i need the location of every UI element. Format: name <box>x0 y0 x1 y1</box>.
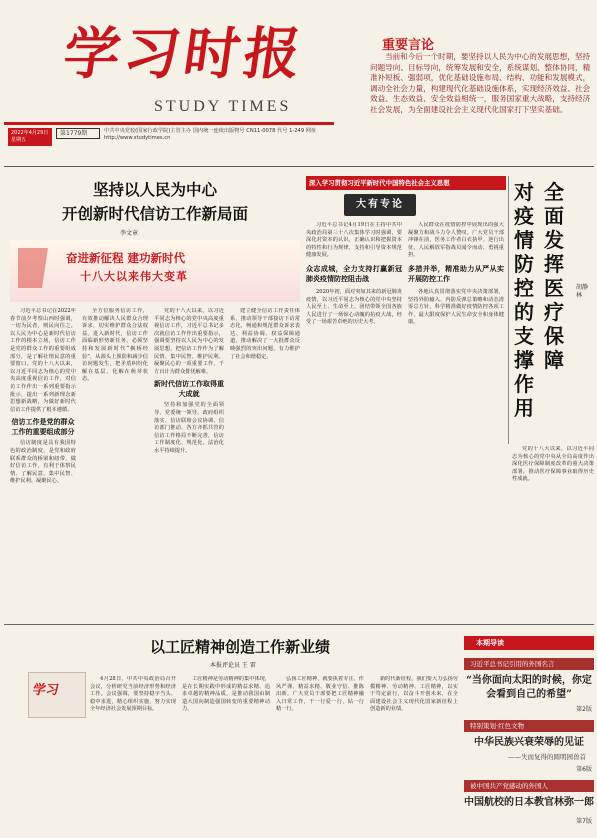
lead-column-3 <box>154 308 224 608</box>
index-category: 习近平总书记引用的外国名言 <box>464 658 594 670</box>
middle-pullquote-2: 多措并举，精准助力从严从实开展防控工作 <box>408 263 504 284</box>
important-quote-text: 当前和今后一个时期，要坚持以人民为中心的发展思想，坚持问题导向、目标导向，统筹发展和安全，系统谋划、整体协同，精准补短板、强弱项，优化基础设施布局、结构、功能和发展模式，调动全社会力量，构建现代化基础设施体系，实现经济效益、社会效益、生态效益、安全效益相统一，服务国家重大战略，支持经济社会发展，为全面建设社会主义现代化国家打下坚实基础。 <box>370 52 591 114</box>
right-article-author: 胡静林 <box>576 284 589 299</box>
index-item-page: 第6版 <box>576 766 592 773</box>
bottom-paragraph: 工匠精神是劳动精神的集中体现，是在长期实践中形成的精益求精、追求卓越的精神品质，是推动我国由制造大国向制造强国转变的重要精神动力。 <box>182 676 270 713</box>
middle-paragraph: 习近平总书记4月19日在主持中共中央政治局第三十八次集体学习时强调，要深化对资本的认识，正确认识和把握资本的特性和行为规律，支持和引导资本规范健康发展。 <box>306 222 402 259</box>
middle-column-2 <box>408 222 504 608</box>
lead-title-line2: 开创新时代信访工作新局面 <box>61 205 248 223</box>
publication-info <box>8 128 348 158</box>
lead-column-2 <box>82 308 148 608</box>
issue-index <box>464 636 594 836</box>
masthead-divider <box>4 166 594 167</box>
middle-paragraph: 2020年初，面对突如其来的新冠肺炎疫情，以习近平同志为核心的党中央坚持人民至上、生命至上，团结带领全国各族人民进行了一场惊心动魄的抗疫大战，经受了一场艰苦卓绝的历史大考。 <box>306 288 402 326</box>
right-title-col1: 对疫情防控的支撑作用 <box>514 180 534 420</box>
bottom-column-2 <box>182 676 270 832</box>
lead-article-author: 李文章 <box>120 230 139 237</box>
middle-paragraph: 人民群众在疫情防控中展现出的强大凝聚力和战斗力令人赞叹。广大党员干部冲锋在前，医务工作者白衣执甲、逆行出征，人民解放军指战员闻令而动、勇挑重担。 <box>408 222 504 259</box>
middle-pullquote-1: 众志成城，全力支持打赢新冠肺炎疫情防控阻击战 <box>306 263 402 284</box>
lead-paragraph: 习近平总书记在2022年春节前夕考察山西时强调，一切为民者，则民向往之。以人民为中心是新时代信访工作的根本立场，信访工作是党的群众工作的重要组成部分，是了解社情民意的重要窗口。党的十八大以来，以习近平同志为核心的党中央高度重视信访工作，对信访工作作出一系列重要指示批示，提出一系列新理念新思想新战略，为做好新时代信访工作提供了根本遵循。 <box>10 308 76 413</box>
bottom-article-author: 本报评论员 王 雷 <box>210 662 256 669</box>
issue-date: 2022年4月29日 星期五 <box>8 128 52 146</box>
index-item-title[interactable]: 中华民族兴衰荣辱的见证 <box>474 737 584 748</box>
bottom-section-divider <box>4 624 594 625</box>
bottom-article-title[interactable]: 以工匠精神创造工作新业绩 <box>149 638 330 656</box>
index-header: 本期导读 <box>464 636 594 650</box>
index-item-subtitle: ——失而复得的圆明园兽首 <box>508 753 586 761</box>
lead-subhead-2: 新时代信访工作取得重大成就 <box>154 380 224 399</box>
masthead <box>4 4 594 164</box>
publisher-meta: 中共中央党校(国家行政学院)主管主办 国内统一连续出版物号 CN11-0078 代号 1-249 网址 http://www.studytimes.cn <box>104 128 317 141</box>
lead-paragraph: 坚持和加强党的全面领导，党委统一领导、政府组织落实、信访联席会议协调、信访部门推动、各方齐抓共管的信访工作格局不断完善，信访工作制度化、规范化、法治化水平持续提升。 <box>154 402 224 454</box>
lead-paragraph: 党的十八大以来，以习近平同志为核心的党中央高度重视信访工作，习近平总书记多次就信访工作作出重要指示，强调要坚持以人民为中心的发展思想，把信访工作作为了解民情、集中民智、维护民利、凝聚民心的一项重要工作，千方百计为群众排忧解难。 <box>154 308 224 375</box>
bottom-paragraph: 弘扬工匠精神，就要执着专注、作风严谨、精益求精、敬业守信、推陈出新。广大党员干部要把工匠精神融入日常工作，干一行爱一行、钻一行精一行。 <box>276 676 364 713</box>
column-tag: 大有专论 <box>344 194 416 216</box>
anniversary-banner[interactable] <box>10 240 300 302</box>
banner-line1: 奋进新征程 建功新时代 <box>66 251 186 265</box>
middle-column-1 <box>306 222 402 608</box>
masthead-logo-english: STUDY TIMES <box>154 98 292 115</box>
issue-number: 第1779期 <box>56 128 100 139</box>
index-category: 特别策划·红色文物 <box>464 720 594 732</box>
bottom-column-3 <box>276 676 364 832</box>
lead-subhead-1: 信访工作是党的群众工作的重要组成部分 <box>11 418 75 437</box>
middle-paragraph: 各地认真贯彻落实党中央决策部署，坚持外防输入、内防反弹总策略和动态清零总方针，科学精准做好疫情防控各项工作，最大限度保护人民生命安全和身体健康。 <box>408 288 504 326</box>
index-item-title[interactable]: 中国航校的日本教官林弥一郎 <box>464 797 594 808</box>
lead-paragraph: 建立健全信访工作责任体系，推动领导干部接访下访常态化，畅通和规范群众诉求表达、利益协调、权益保障通道，推动解决了一大批群众反映强烈的突出问题，有力维护了社会和谐稳定。 <box>230 308 300 360</box>
editorial-stamp <box>28 672 86 718</box>
important-quote-box <box>350 26 590 158</box>
lead-paragraph: 信访制度是具有我国特色的政治制度，是党和政府联系群众的桥梁和纽带。做好信访工作，有利于体察民情、了解民意、集中民智、维护民利、凝聚民心。 <box>10 440 76 485</box>
banner-line2: 十八大以来伟大变革 <box>80 270 188 283</box>
index-item-page: 第7版 <box>576 818 592 825</box>
right-column-divider <box>508 176 509 444</box>
right-title-col2: 全面发挥医疗保障 <box>544 180 564 372</box>
lead-paragraph: 全方位服务信访工作，有效推动解决人民群众合理诉求，切实维护群众合法权益。进入新时代，信访工作面临新形势新任务，必须坚持和发展新时代“枫桥经验”，从源头上预防和减少信访问题发生，把矛盾纠纷化解在基层、化解在萌芽状态。 <box>82 308 148 383</box>
index-item-title[interactable]: “当你面向太阳的时候，你定会看到自己的希望” <box>466 675 592 700</box>
lead-column-1 <box>10 308 76 608</box>
right-article-title[interactable] <box>510 180 594 420</box>
lead-article-title[interactable] <box>10 178 300 226</box>
lead-column-4 <box>230 308 300 608</box>
lead-title-line1: 坚持以人民为中心 <box>92 181 217 199</box>
bottom-paragraph: 新时代新征程，我们要大力弘扬劳模精神、劳动精神、工匠精神，以实干笃定前行，以奋斗开创未来，在全面建设社会主义现代化国家新征程上创造新的业绩。 <box>370 676 458 713</box>
right-article-body <box>512 446 594 606</box>
stamp-label: 学习 <box>31 683 60 698</box>
important-quote-title: 重要言论 <box>382 38 435 53</box>
series-kicker: 深入学习贯彻习近平新时代中国特色社会主义思想 <box>306 176 506 190</box>
bottom-column-1 <box>90 676 176 832</box>
masthead-logo[interactable]: 学习时报 <box>59 21 309 87</box>
flag-icon <box>18 248 48 288</box>
index-category: 被中国共产党感动的外国人 <box>464 780 594 792</box>
right-paragraph: 党的十八大以来，以习近平同志为核心的党中央从全局高度作出深化医疗保障制度改革的重大决策部署，推动医疗保障事业取得历史性成就。 <box>512 446 594 483</box>
bottom-paragraph: 4月28日，中共中央政治局召开会议，分析研究当前经济形势和经济工作。会议强调，要坚持稳字当头、稳中求进，精心组织实施，努力实现全年经济社会发展预期目标。 <box>90 676 176 713</box>
masthead-rule <box>4 122 334 125</box>
bottom-column-4 <box>370 676 458 832</box>
index-item-page: 第2版 <box>576 706 592 713</box>
